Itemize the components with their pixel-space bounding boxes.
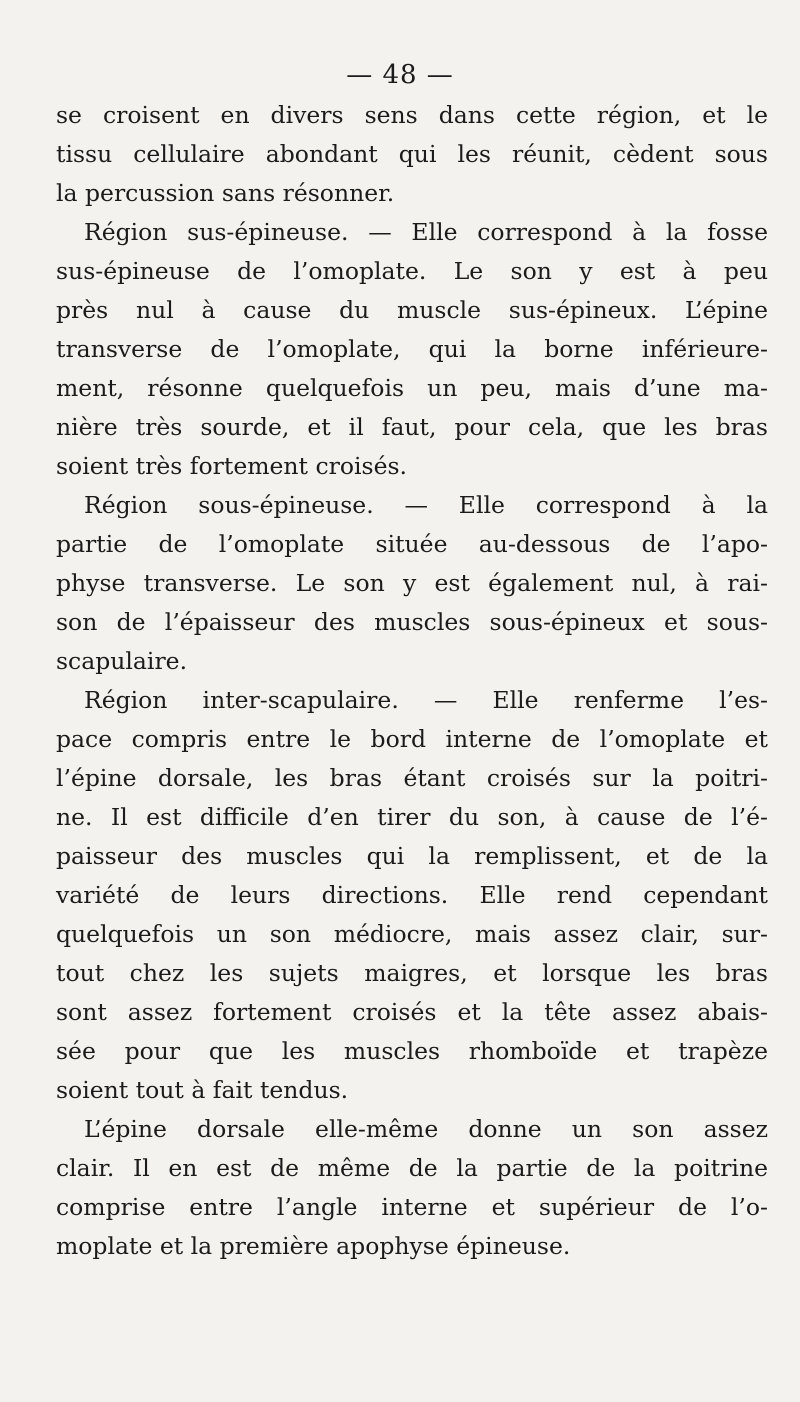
text-line: paisseur des muscles qui la remplissent, et de la	[56, 842, 768, 870]
text-line: variété de leurs directions. Elle rend cependant	[56, 881, 768, 909]
text-line: son de l’épaisseur des muscles sous-épineux et sous-	[56, 608, 768, 636]
text-line: tissu cellulaire abondant qui les réunit, cèdent sous	[56, 140, 768, 168]
text-line: comprise entre l’angle interne et supérieur de l’o-	[56, 1193, 768, 1221]
text-line: scapulaire.	[56, 647, 188, 675]
text-line: L’épine dorsale elle-même donne un son assez	[84, 1115, 768, 1143]
text-line: soient tout à fait tendus.	[56, 1076, 349, 1104]
text-line: se croisent en divers sens dans cette région, et le	[56, 101, 768, 129]
page-number: — 48 —	[346, 60, 454, 90]
text-line: transverse de l’omoplate, qui la borne inférieure-	[56, 335, 768, 363]
text-line: ne. Il est difficile d’en tirer du son, à cause de l’é-	[56, 803, 768, 831]
text-line: partie de l’omoplate située au-dessous de l’apo-	[56, 530, 768, 558]
text-line: Région sous-épineuse. — Elle correspond à la	[84, 491, 768, 519]
text-line: moplate et la première apophyse épineuse.	[56, 1232, 571, 1260]
text-line: sus-épineuse de l’omoplate. Le son y est à peu	[56, 257, 768, 285]
text-line: pace compris entre le bord interne de l’omoplate et	[56, 725, 768, 753]
text-line: sée pour que les muscles rhomboïde et trapèze	[56, 1037, 768, 1065]
text-line: la percussion sans résonner.	[56, 179, 395, 207]
text-line: physe transverse. Le son y est également nul, à rai-	[56, 569, 768, 597]
text-line: clair. Il en est de même de la partie de la poitrine	[56, 1154, 768, 1182]
body-text	[56, 96, 768, 1266]
text-line: sont assez fortement croisés et la tête assez abais-	[56, 998, 768, 1026]
text-line: l’épine dorsale, les bras étant croisés sur la poitri-	[56, 764, 768, 792]
text-line: près nul à cause du muscle sus-épineux. L’épine	[56, 296, 768, 324]
text-line: nière très sourde, et il faut, pour cela, que les bras	[56, 413, 768, 441]
text-line: soient très fortement croisés.	[56, 452, 408, 480]
text-line: tout chez les sujets maigres, et lorsque les bras	[56, 959, 768, 987]
text-line: Région inter-scapulaire. — Elle renferme l’es-	[84, 686, 768, 714]
text-line: quelquefois un son médiocre, mais assez clair, sur-	[56, 920, 768, 948]
text-line: Région sus-épineuse. — Elle correspond à la fosse	[84, 218, 768, 246]
text-line: ment, résonne quelquefois un peu, mais d’une ma-	[56, 374, 768, 402]
